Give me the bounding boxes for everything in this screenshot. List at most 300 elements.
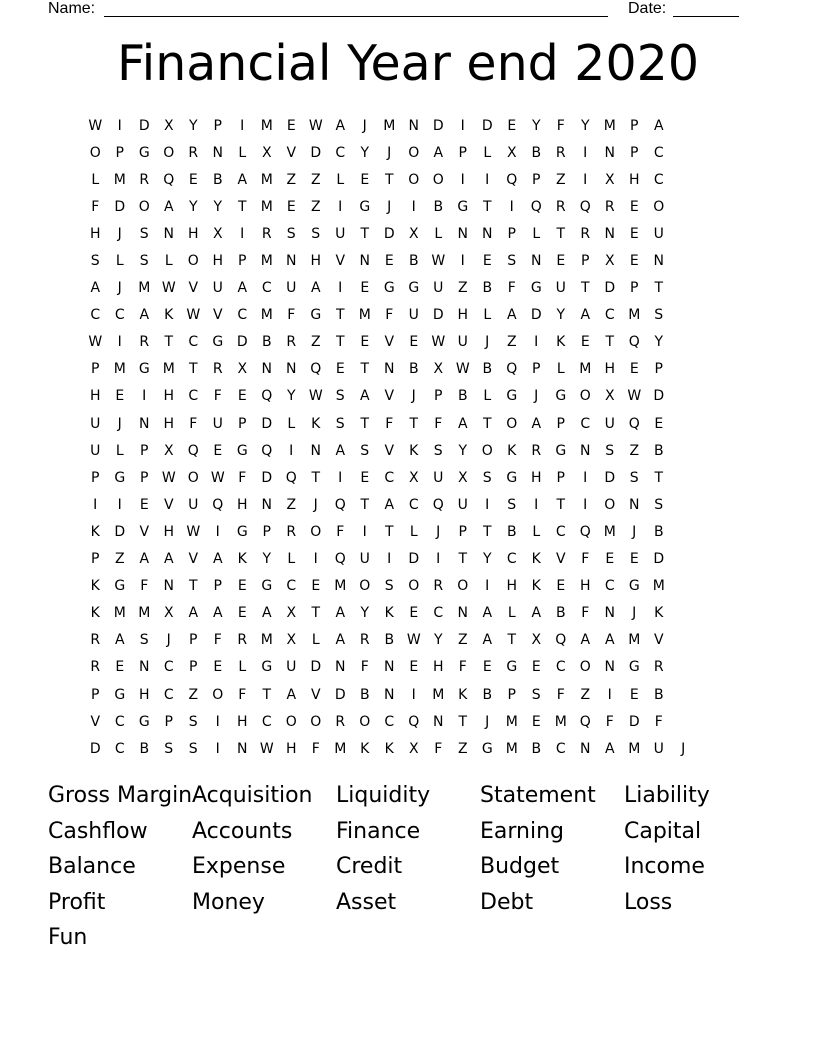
- word-list-item: Gross Margin: [48, 783, 193, 808]
- grid-letter: I: [583, 144, 588, 161]
- grid-letter: G: [359, 198, 371, 215]
- grid-letter: O: [310, 713, 322, 730]
- grid-letter: O: [408, 171, 420, 188]
- grid-letter: D: [310, 144, 322, 161]
- grid-letter: X: [433, 361, 444, 378]
- grid-letter: I: [485, 171, 490, 188]
- grid-letter: J: [681, 740, 686, 757]
- grid-letter: Z: [457, 632, 468, 649]
- grid-letter: M: [138, 280, 151, 297]
- grid-letter: N: [457, 225, 468, 242]
- name-blank-line: [104, 16, 608, 17]
- grid-letter: A: [506, 307, 517, 324]
- grid-letter: B: [531, 144, 542, 161]
- grid-letter: D: [628, 713, 640, 730]
- grid-letter: E: [409, 659, 419, 676]
- grid-letter: U: [408, 307, 419, 324]
- grid-letter: U: [653, 740, 664, 757]
- grid-letter: E: [531, 659, 541, 676]
- grid-letter: F: [605, 713, 614, 730]
- grid-letter: M: [113, 171, 126, 188]
- grid-letter: V: [139, 523, 150, 540]
- grid-letter: E: [286, 117, 296, 134]
- grid-letter: M: [505, 713, 518, 730]
- grid-letter: T: [580, 280, 590, 297]
- grid-letter: T: [654, 469, 664, 486]
- grid-letter: U: [90, 415, 101, 432]
- grid-letter: Z: [457, 740, 468, 757]
- grid-letter: M: [652, 578, 665, 595]
- grid-letter: C: [384, 713, 395, 730]
- word-list-item: Credit: [336, 854, 403, 879]
- grid-letter: Y: [433, 632, 443, 649]
- grid-letter: E: [360, 280, 370, 297]
- grid-letter: E: [188, 171, 198, 188]
- grid-letter: F: [385, 415, 394, 432]
- grid-letter: C: [237, 307, 248, 324]
- grid-letter: Z: [310, 334, 321, 351]
- grid-letter: W: [431, 253, 446, 270]
- grid-row: [83, 735, 733, 762]
- grid-letter: X: [286, 632, 297, 649]
- grid-letter: B: [408, 253, 419, 270]
- grid-letter: M: [579, 361, 592, 378]
- grid-letter: Y: [531, 117, 541, 134]
- grid-letter: S: [360, 442, 370, 459]
- grid-letter: L: [115, 253, 124, 270]
- grid-letter: A: [604, 632, 615, 649]
- grid-letter: F: [556, 117, 565, 134]
- grid-letter: K: [90, 523, 100, 540]
- grid-letter: A: [286, 686, 297, 703]
- grid-letter: R: [90, 632, 101, 649]
- grid-letter: I: [362, 523, 367, 540]
- grid-letter: P: [630, 117, 639, 134]
- grid-letter: O: [163, 144, 175, 161]
- grid-letter: H: [89, 388, 101, 405]
- grid-letter: C: [408, 496, 419, 513]
- grid-letter: D: [604, 280, 616, 297]
- grid-letter: B: [531, 740, 542, 757]
- grid-letter: U: [188, 496, 199, 513]
- grid-row: [83, 600, 733, 627]
- grid-letter: E: [286, 198, 296, 215]
- grid-letter: H: [310, 253, 322, 270]
- grid-letter: E: [629, 551, 639, 568]
- grid-row: [83, 654, 733, 681]
- grid-letter: Y: [360, 605, 370, 622]
- grid-letter: D: [114, 523, 126, 540]
- grid-letter: R: [139, 171, 150, 188]
- grid-letter: N: [384, 686, 395, 703]
- grid-letter: M: [260, 117, 273, 134]
- grid-letter: Z: [114, 551, 125, 568]
- grid-letter: Q: [506, 171, 518, 188]
- grid-letter: M: [334, 578, 347, 595]
- grid-letter: F: [311, 740, 320, 757]
- word-list-item: Acquisition: [192, 783, 313, 808]
- grid-letter: T: [335, 307, 345, 324]
- grid-letter: S: [335, 415, 345, 432]
- grid-letter: M: [260, 632, 273, 649]
- grid-letter: K: [531, 578, 541, 595]
- grid-letter: O: [359, 578, 371, 595]
- grid-letter: I: [215, 740, 220, 757]
- grid-letter: R: [188, 144, 199, 161]
- grid-letter: M: [260, 307, 273, 324]
- grid-letter: X: [163, 117, 174, 134]
- grid-row: [83, 573, 733, 600]
- grid-letter: T: [311, 605, 321, 622]
- word-list-item: Budget: [480, 854, 560, 879]
- grid-letter: I: [117, 496, 122, 513]
- grid-letter: P: [91, 551, 100, 568]
- grid-letter: G: [555, 388, 567, 405]
- grid-letter: P: [189, 659, 198, 676]
- grid-letter: C: [335, 144, 346, 161]
- grid-row: [83, 220, 733, 247]
- grid-letter: L: [409, 523, 418, 540]
- word-list-item: Fun: [48, 925, 88, 950]
- grid-letter: P: [458, 144, 467, 161]
- grid-letter: B: [359, 686, 370, 703]
- grid-letter: O: [89, 144, 101, 161]
- grid-letter: F: [434, 740, 443, 757]
- grid-letter: B: [653, 686, 664, 703]
- grid-letter: G: [114, 578, 126, 595]
- grid-letter: M: [383, 117, 396, 134]
- grid-letter: P: [115, 144, 124, 161]
- grid-row: [83, 437, 733, 464]
- grid-letter: A: [580, 632, 591, 649]
- grid-letter: S: [507, 253, 517, 270]
- grid-letter: X: [237, 361, 248, 378]
- grid-letter: I: [240, 117, 245, 134]
- grid-letter: C: [555, 659, 566, 676]
- grid-letter: A: [531, 605, 542, 622]
- grid-letter: N: [310, 442, 321, 459]
- grid-letter: V: [90, 713, 101, 730]
- grid-letter: E: [237, 388, 247, 405]
- grid-letter: A: [212, 605, 223, 622]
- word-list-item: Expense: [192, 854, 286, 879]
- grid-letter: B: [384, 632, 395, 649]
- grid-letter: J: [485, 713, 490, 730]
- grid-letter: V: [384, 334, 395, 351]
- grid-letter: X: [604, 388, 615, 405]
- grid-letter: A: [531, 415, 542, 432]
- grid-letter: E: [237, 605, 247, 622]
- grid-letter: D: [334, 686, 346, 703]
- grid-letter: X: [286, 605, 297, 622]
- grid-letter: A: [335, 632, 346, 649]
- grid-letter: X: [604, 171, 615, 188]
- grid-letter: S: [90, 253, 100, 270]
- grid-letter: K: [311, 415, 321, 432]
- grid-letter: C: [163, 686, 174, 703]
- grid-letter: A: [580, 307, 591, 324]
- grid-letter: T: [654, 280, 664, 297]
- grid-letter: R: [261, 225, 272, 242]
- grid-letter: S: [311, 225, 321, 242]
- grid-letter: T: [360, 415, 370, 432]
- grid-letter: F: [238, 469, 247, 486]
- grid-letter: X: [163, 605, 174, 622]
- grid-letter: G: [236, 442, 248, 459]
- grid-letter: J: [632, 605, 637, 622]
- grid-letter: Y: [286, 388, 296, 405]
- grid-letter: G: [457, 198, 469, 215]
- grid-letter: M: [113, 361, 126, 378]
- grid-letter: E: [654, 415, 664, 432]
- grid-letter: D: [89, 740, 101, 757]
- grid-letter: L: [336, 171, 345, 188]
- grid-letter: T: [458, 713, 468, 730]
- grid-letter: W: [406, 632, 421, 649]
- grid-letter: P: [532, 361, 541, 378]
- grid-letter: R: [433, 578, 444, 595]
- grid-letter: N: [139, 659, 150, 676]
- grid-letter: G: [628, 578, 640, 595]
- page-title: Financial Year end 2020: [116, 35, 700, 92]
- grid-row: [83, 275, 733, 302]
- grid-letter: X: [163, 442, 174, 459]
- grid-letter: K: [164, 307, 174, 324]
- grid-letter: H: [236, 496, 248, 513]
- grid-letter: E: [335, 361, 345, 378]
- grid-letter: D: [432, 117, 444, 134]
- grid-letter: S: [433, 442, 443, 459]
- grid-letter: P: [91, 469, 100, 486]
- grid-letter: W: [186, 523, 201, 540]
- grid-letter: N: [604, 605, 615, 622]
- grid-letter: D: [604, 469, 616, 486]
- grid-letter: D: [138, 117, 150, 134]
- grid-letter: B: [653, 442, 664, 459]
- grid-letter: I: [215, 713, 220, 730]
- grid-letter: S: [654, 496, 664, 513]
- grid-letter: V: [163, 496, 174, 513]
- grid-letter: P: [507, 225, 516, 242]
- grid-letter: P: [556, 469, 565, 486]
- grid-letter: A: [139, 551, 150, 568]
- grid-letter: S: [507, 496, 517, 513]
- grid-row: [83, 410, 733, 437]
- grid-letter: Z: [286, 496, 297, 513]
- grid-letter: N: [286, 361, 297, 378]
- grid-letter: F: [213, 388, 222, 405]
- grid-letter: I: [289, 442, 294, 459]
- grid-letter: Y: [580, 117, 590, 134]
- grid-letter: S: [531, 686, 541, 703]
- grid-letter: G: [261, 578, 273, 595]
- grid-letter: L: [483, 144, 492, 161]
- grid-letter: I: [460, 253, 465, 270]
- grid-letter: O: [604, 496, 616, 513]
- grid-letter: W: [161, 280, 176, 297]
- grid-letter: G: [138, 144, 150, 161]
- grid-letter: U: [286, 280, 297, 297]
- grid-letter: Q: [555, 632, 567, 649]
- grid-letter: D: [653, 388, 665, 405]
- grid-letter: N: [212, 144, 223, 161]
- grid-letter: E: [360, 334, 370, 351]
- grid-letter: V: [555, 551, 566, 568]
- grid-letter: O: [457, 578, 469, 595]
- grid-letter: P: [189, 632, 198, 649]
- grid-letter: N: [335, 659, 346, 676]
- grid-letter: P: [91, 686, 100, 703]
- grid-letter: I: [142, 388, 147, 405]
- grid-row: [83, 464, 733, 491]
- grid-letter: L: [115, 442, 124, 459]
- word-list-item: Liquidity: [336, 783, 431, 808]
- grid-letter: M: [113, 605, 126, 622]
- grid-letter: D: [261, 415, 273, 432]
- grid-letter: Z: [286, 171, 297, 188]
- grid-letter: Q: [310, 361, 322, 378]
- grid-letter: I: [485, 578, 490, 595]
- grid-letter: W: [308, 388, 323, 405]
- grid-letter: Q: [334, 551, 346, 568]
- grid-letter: U: [433, 280, 444, 297]
- grid-letter: N: [163, 225, 174, 242]
- grid-letter: E: [556, 578, 566, 595]
- grid-letter: O: [506, 415, 518, 432]
- grid-letter: A: [212, 551, 223, 568]
- grid-letter: S: [139, 632, 149, 649]
- date-blank-line: [673, 16, 739, 17]
- grid-letter: D: [310, 659, 322, 676]
- grid-letter: A: [237, 280, 248, 297]
- grid-letter: G: [236, 523, 248, 540]
- grid-row: [83, 681, 733, 708]
- word-list-item: Earning: [480, 818, 565, 844]
- grid-letter: Q: [261, 388, 273, 405]
- grid-letter: D: [114, 198, 126, 215]
- grid-letter: E: [409, 605, 419, 622]
- grid-letter: E: [139, 496, 149, 513]
- grid-letter: K: [531, 551, 541, 568]
- grid-letter: Z: [629, 442, 640, 459]
- grid-letter: F: [581, 605, 590, 622]
- grid-letter: E: [629, 253, 639, 270]
- grid-letter: H: [604, 361, 616, 378]
- grid-letter: N: [163, 578, 174, 595]
- grid-letter: L: [311, 632, 320, 649]
- grid-letter: T: [164, 334, 174, 351]
- grid-letter: H: [187, 225, 199, 242]
- grid-letter: F: [213, 632, 222, 649]
- grid-letter: N: [629, 496, 640, 513]
- grid-letter: C: [506, 551, 517, 568]
- grid-letter: M: [603, 117, 616, 134]
- grid-letter: K: [654, 605, 664, 622]
- grid-letter: V: [335, 253, 346, 270]
- grid-letter: J: [117, 415, 122, 432]
- grid-letter: H: [432, 659, 444, 676]
- grid-letter: E: [213, 442, 223, 459]
- grid-letter: Q: [579, 523, 591, 540]
- word-list-item: Balance: [48, 854, 136, 879]
- grid-letter: A: [188, 605, 199, 622]
- grid-letter: J: [117, 225, 122, 242]
- grid-letter: Q: [285, 469, 297, 486]
- grid-letter: D: [261, 469, 273, 486]
- letter-grid: [83, 112, 733, 762]
- grid-letter: V: [384, 442, 395, 459]
- grid-letter: U: [335, 225, 346, 242]
- grid-letter: K: [556, 334, 566, 351]
- grid-letter: Y: [188, 117, 198, 134]
- grid-letter: N: [359, 253, 370, 270]
- grid-letter: M: [260, 198, 273, 215]
- grid-letter: Q: [212, 496, 224, 513]
- grid-letter: R: [359, 632, 370, 649]
- word-list-item: Money: [192, 889, 265, 915]
- grid-letter: E: [580, 334, 590, 351]
- grid-letter: N: [408, 117, 419, 134]
- grid-letter: J: [117, 280, 122, 297]
- grid-letter: O: [408, 144, 420, 161]
- grid-letter: N: [604, 144, 615, 161]
- grid-letter: V: [310, 686, 321, 703]
- grid-letter: Q: [628, 334, 640, 351]
- grid-letter: C: [580, 415, 591, 432]
- grid-letter: U: [457, 334, 468, 351]
- grid-letter: A: [335, 605, 346, 622]
- grid-letter: U: [604, 415, 615, 432]
- grid-letter: A: [139, 307, 150, 324]
- grid-letter: I: [338, 469, 343, 486]
- grid-letter: G: [481, 740, 493, 757]
- grid-letter: W: [88, 334, 103, 351]
- grid-letter: A: [335, 117, 346, 134]
- grid-row: [83, 627, 733, 654]
- word-list-item: Accounts: [192, 818, 293, 844]
- grid-letter: B: [457, 388, 468, 405]
- grid-letter: S: [188, 740, 198, 757]
- grid-letter: B: [482, 686, 493, 703]
- header: [0, 0, 816, 20]
- grid-letter: L: [507, 605, 516, 622]
- grid-letter: W: [259, 740, 274, 757]
- grid-letter: G: [310, 307, 322, 324]
- grid-letter: H: [89, 225, 101, 242]
- grid-letter: V: [286, 144, 297, 161]
- grid-letter: N: [531, 253, 542, 270]
- grid-letter: H: [506, 578, 518, 595]
- grid-letter: R: [580, 225, 591, 242]
- grid-letter: T: [360, 361, 370, 378]
- grid-letter: C: [188, 334, 199, 351]
- grid-letter: D: [383, 225, 395, 242]
- grid-letter: G: [506, 388, 518, 405]
- grid-letter: R: [555, 144, 566, 161]
- grid-letter: I: [607, 686, 612, 703]
- grid-letter: K: [409, 442, 419, 459]
- grid-letter: B: [653, 523, 664, 540]
- grid-letter: H: [138, 686, 150, 703]
- grid-letter: L: [164, 253, 173, 270]
- grid-letter: J: [632, 523, 637, 540]
- grid-letter: E: [115, 659, 125, 676]
- grid-letter: Z: [555, 171, 566, 188]
- grid-letter: J: [313, 496, 318, 513]
- grid-letter: E: [311, 578, 321, 595]
- grid-letter: O: [187, 253, 199, 270]
- grid-letter: I: [460, 117, 465, 134]
